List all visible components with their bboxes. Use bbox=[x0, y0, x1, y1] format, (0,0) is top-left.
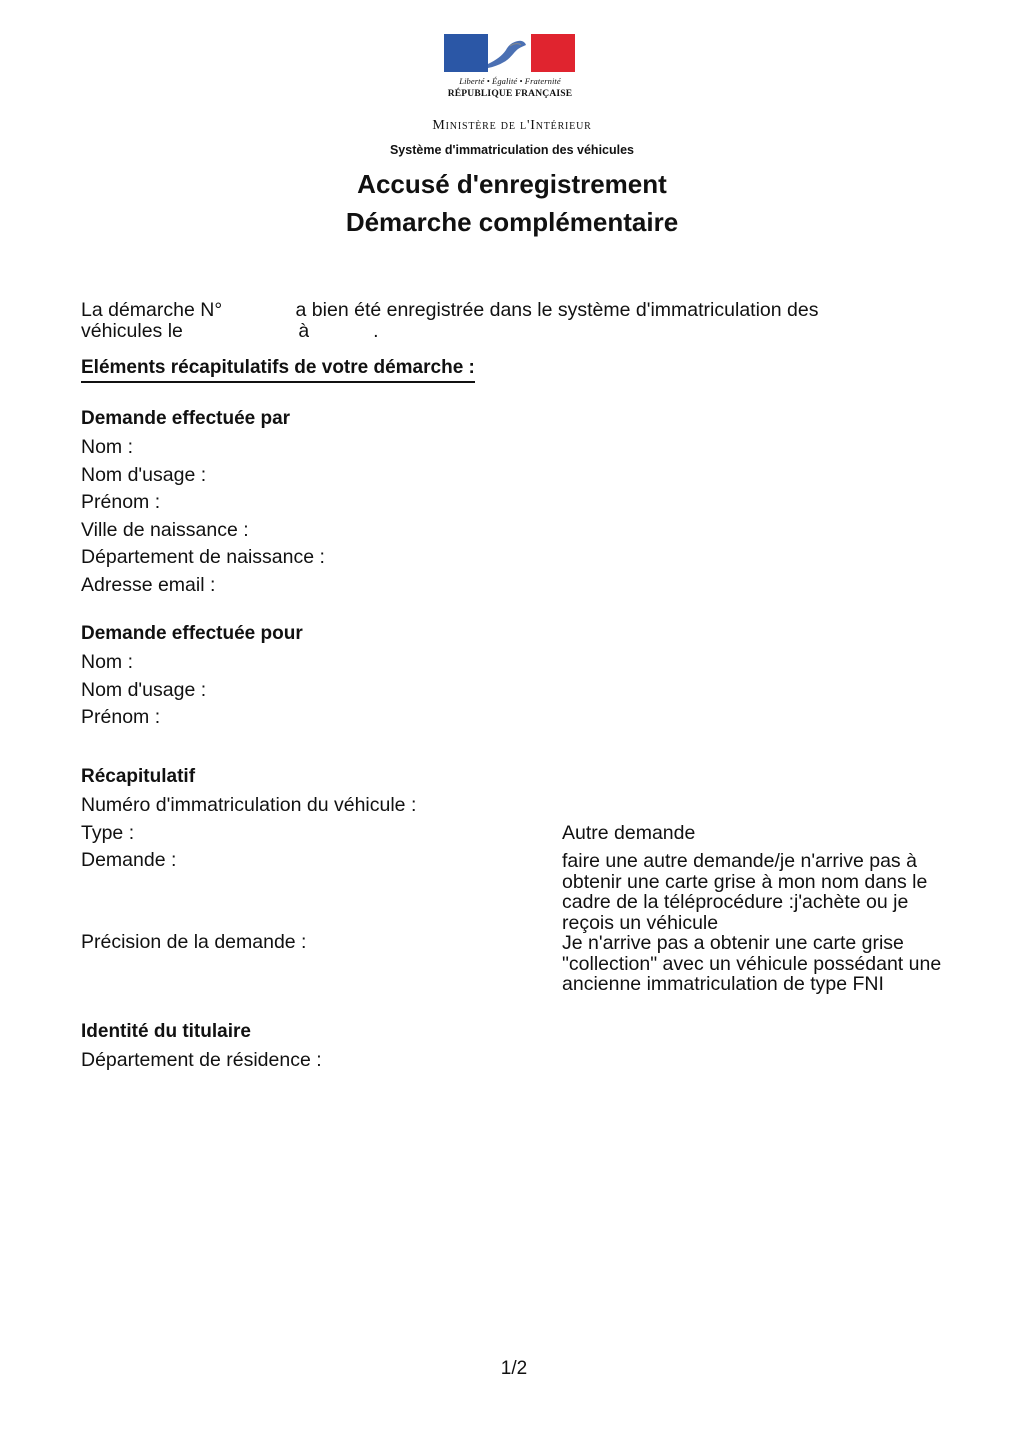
ministry-name: Ministère de l'Intérieur bbox=[432, 118, 592, 133]
section-title: Identité du titulaire bbox=[81, 1021, 251, 1042]
field-row bbox=[81, 1047, 961, 1075]
system-name: Système d'immatriculation des véhicules bbox=[389, 143, 635, 157]
field-label: Nom d'usage : bbox=[81, 678, 207, 701]
field-label: Ville de naissance : bbox=[81, 518, 249, 541]
field-label: Département de naissance : bbox=[81, 546, 325, 568]
beneficiary-section bbox=[81, 620, 961, 732]
field-row bbox=[81, 649, 961, 677]
field-label: Nom : bbox=[81, 651, 134, 673]
field-row bbox=[81, 544, 961, 572]
type-label: Type : bbox=[81, 821, 135, 844]
demande-value: faire une autre demande/je n'arrive pas à obtenir une carte grise à mon nom dans le cadre de la téléprocédure :j'achète ou je reçois un véhicule bbox=[562, 850, 928, 934]
field-row bbox=[81, 572, 961, 600]
intro-text-3: à bbox=[298, 320, 310, 342]
page-number: 1/2 bbox=[500, 1358, 528, 1379]
intro-paragraph bbox=[81, 300, 901, 342]
flag-motto: Liberté • Égalité • Fraternité bbox=[459, 76, 561, 86]
field-row bbox=[81, 462, 961, 490]
vehicle-number-label: Numéro d'immatriculation du véhicule : bbox=[81, 794, 417, 816]
field-row bbox=[81, 929, 961, 995]
section-title: Demande effectuée par bbox=[81, 408, 291, 429]
field-row bbox=[81, 434, 961, 462]
field-row bbox=[81, 677, 961, 705]
document-subtitle: Démarche complémentaire bbox=[345, 207, 679, 237]
intro-text-2: a bien été enregistrée dans le système d'immatriculation des véhicules le bbox=[81, 299, 819, 342]
section-title: Demande effectuée pour bbox=[81, 623, 303, 644]
section-title: Récapitulatif bbox=[81, 766, 196, 787]
field-row bbox=[81, 820, 961, 848]
intro-text-4: . bbox=[373, 320, 379, 342]
field-row bbox=[81, 847, 961, 934]
tricolor-flag-icon bbox=[444, 34, 575, 72]
recap-heading: Eléments récapitulatifs de votre démarche : bbox=[81, 357, 475, 383]
redacted-time bbox=[309, 321, 373, 342]
field-label: Prénom : bbox=[81, 491, 161, 513]
redacted-demarche-number bbox=[222, 300, 290, 321]
type-value: Autre demande bbox=[562, 821, 696, 844]
field-label: Prénom : bbox=[81, 706, 161, 728]
document-title: Accusé d'enregistrement bbox=[357, 169, 667, 199]
field-row bbox=[81, 489, 961, 517]
field-row bbox=[81, 704, 961, 732]
field-label: Adresse email : bbox=[81, 573, 216, 596]
field-label: Nom : bbox=[81, 436, 134, 458]
field-label: Département de résidence : bbox=[81, 1049, 322, 1071]
redacted-date bbox=[183, 321, 293, 342]
holder-section bbox=[81, 1018, 961, 1075]
summary-section bbox=[81, 763, 961, 995]
field-row bbox=[81, 517, 961, 545]
field-row bbox=[81, 792, 961, 820]
republic-label: RÉPUBLIQUE FRANÇAISE bbox=[447, 89, 573, 99]
intro-text-1: La démarche N° bbox=[81, 299, 223, 321]
demande-label: Demande : bbox=[81, 849, 177, 871]
field-label: Nom d'usage : bbox=[81, 463, 207, 486]
requester-section bbox=[81, 405, 961, 599]
republique-francaise-logo bbox=[444, 34, 576, 99]
precision-label: Précision de la demande : bbox=[81, 931, 307, 953]
precision-value: Je n'arrive pas a obtenir une carte grise "collection" avec un véhicule possédant une ancienne immatriculation de type FNI bbox=[562, 932, 942, 995]
